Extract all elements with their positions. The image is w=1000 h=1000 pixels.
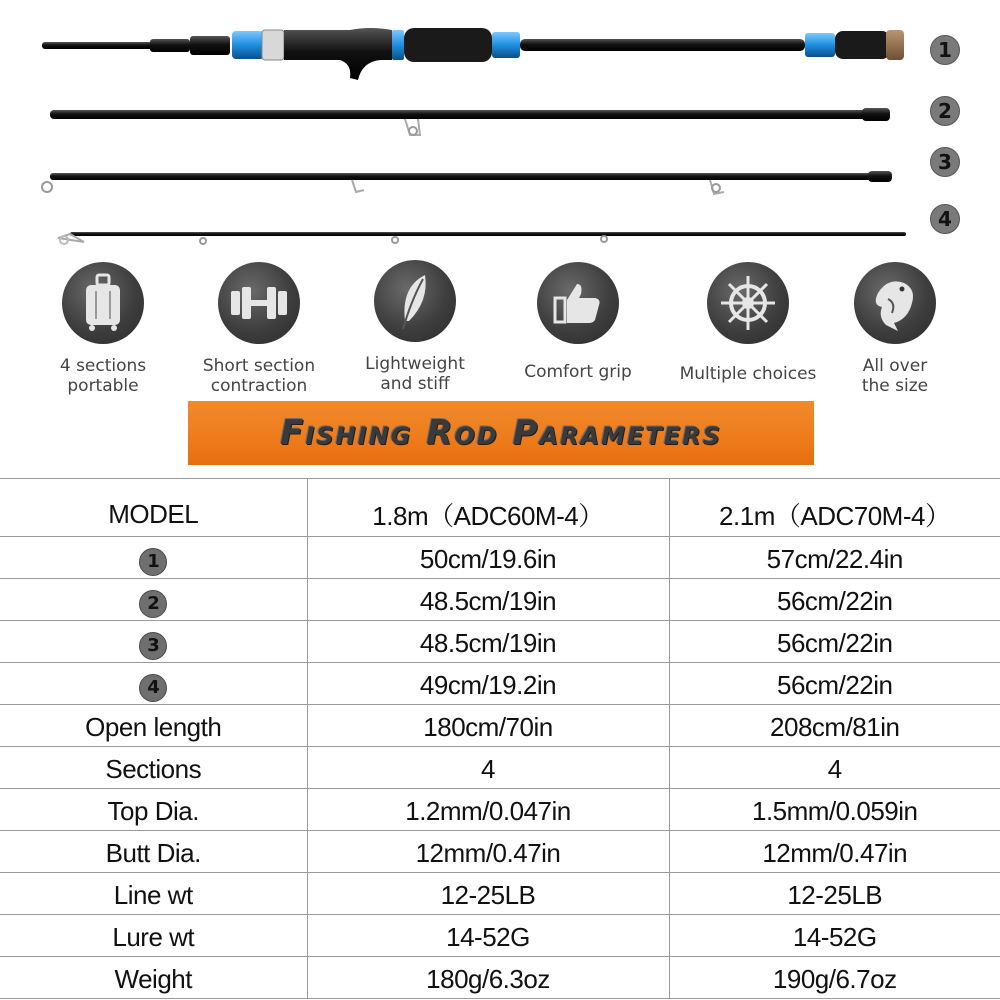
section-number-badge: 2	[139, 590, 167, 618]
table-row	[0, 957, 1000, 999]
row-value: 12mm/0.47in	[307, 831, 669, 873]
feature-comfort-grip	[493, 262, 663, 382]
feature-multiple-choices	[663, 262, 833, 384]
feather-icon	[374, 260, 456, 342]
table-row	[0, 705, 1000, 747]
row-value: 49cm/19.2in	[307, 663, 669, 705]
row-value: 56cm/22in	[669, 579, 1000, 621]
row-value: 1.2mm/0.047in	[307, 789, 669, 831]
row-value: 190g/6.7oz	[669, 957, 1000, 999]
row-value: 12-25LB	[307, 873, 669, 915]
rod-section-1	[42, 28, 904, 80]
feature-lightweight	[330, 260, 500, 394]
table-row	[0, 663, 1000, 705]
feature-short-section	[174, 262, 344, 396]
table-row	[0, 537, 1000, 579]
row-value: 1.5mm/0.059in	[669, 789, 1000, 831]
table-row	[0, 621, 1000, 663]
suitcase-icon	[62, 262, 144, 344]
section-number-badge: 1	[139, 548, 167, 576]
table-row	[0, 789, 1000, 831]
thumbs-up-icon	[537, 262, 619, 344]
section-number-2: 2	[930, 96, 960, 126]
row-label: Top Dia.	[0, 789, 307, 831]
feature-label: Comfort grip	[524, 362, 632, 382]
feature-label: Multiple choices	[679, 364, 817, 384]
section-number-4: 4	[930, 204, 960, 234]
row-label: Butt Dia.	[0, 831, 307, 873]
table-row	[0, 873, 1000, 915]
table-row	[0, 579, 1000, 621]
row-value: 14-52G	[669, 915, 1000, 957]
rod-illustration	[0, 0, 1000, 255]
row-value: 12-25LB	[669, 873, 1000, 915]
table-header-row	[0, 479, 1000, 537]
parameters-table	[0, 478, 1000, 999]
row-label	[0, 621, 307, 663]
row-value: 12mm/0.47in	[669, 831, 1000, 873]
rod-sections	[0, 0, 1000, 255]
header-model-1: 1.8m（ADC60M-4）	[307, 479, 669, 537]
banner-title: Fishing Rod Parameters	[280, 413, 722, 453]
row-value: 56cm/22in	[669, 663, 1000, 705]
section-number-badge: 3	[139, 632, 167, 660]
row-label: Sections	[0, 747, 307, 789]
row-value: 4	[669, 747, 1000, 789]
feature-all-sizes	[810, 262, 980, 396]
row-label: Open length	[0, 705, 307, 747]
table-row	[0, 831, 1000, 873]
header-model-2: 2.1m（ADC70M-4）	[669, 479, 1000, 537]
section-number-1: 1	[930, 35, 960, 65]
feature-label: All over the size	[861, 356, 929, 396]
row-label: Line wt	[0, 873, 307, 915]
row-value: 48.5cm/19in	[307, 579, 669, 621]
rod-section-4	[58, 232, 906, 244]
row-value: 57cm/22.4in	[669, 537, 1000, 579]
table-row	[0, 915, 1000, 957]
dumbbell-icon	[218, 262, 300, 344]
row-value: 50cm/19.6in	[307, 537, 669, 579]
rod-section-3	[42, 171, 892, 194]
row-label	[0, 663, 307, 705]
table-row	[0, 747, 1000, 789]
row-value: 56cm/22in	[669, 621, 1000, 663]
row-label: Lure wt	[0, 915, 307, 957]
row-value: 180g/6.3oz	[307, 957, 669, 999]
fish-icon	[854, 262, 936, 344]
section-number-3: 3	[930, 147, 960, 177]
row-label	[0, 537, 307, 579]
rod-section-2	[50, 108, 890, 135]
row-value: 180cm/70in	[307, 705, 669, 747]
feature-label: Short section contraction	[202, 356, 316, 396]
feature-label: 4 sections portable	[59, 356, 147, 396]
parameters-banner	[188, 401, 814, 465]
feature-portable	[18, 262, 188, 396]
feature-label: Lightweight and stiff	[365, 354, 465, 394]
section-number-badge: 4	[139, 674, 167, 702]
header-model: MODEL	[0, 479, 307, 537]
row-value: 4	[307, 747, 669, 789]
ship-wheel-icon	[707, 262, 789, 344]
row-value: 14-52G	[307, 915, 669, 957]
row-label	[0, 579, 307, 621]
row-value: 208cm/81in	[669, 705, 1000, 747]
row-value: 48.5cm/19in	[307, 621, 669, 663]
row-label: Weight	[0, 957, 307, 999]
